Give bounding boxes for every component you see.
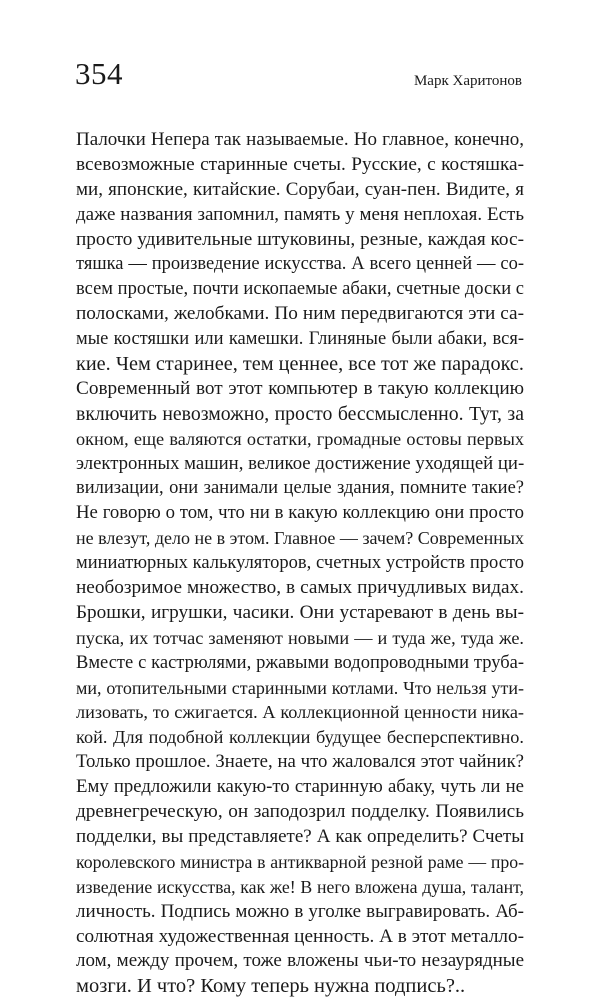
text-line: ми, отопительными старинными котлами. Что нельзя ути- <box>76 677 524 698</box>
text-line: изведение искусства, как же! В него вложена душа, талант, <box>76 876 524 897</box>
text-line: просто удивительные штуковины, резные, каждая кос- <box>76 228 524 250</box>
running-head-author: Марк Харитонов <box>413 73 522 89</box>
page-number: 354 <box>75 56 123 91</box>
text-line: окном, еще валяются остатки, громадные остовы первых <box>76 428 524 449</box>
text-line: Современный вот этот компьютер в такую коллекцию <box>76 377 524 399</box>
text-line: электронных машин, великое достижение уходящей ци- <box>76 452 524 474</box>
text-line: вилизации, они занимали целые здания, помните такие? <box>76 478 524 499</box>
text-line: включить невозможно, просто бессмысленно. Тут, за <box>76 402 524 425</box>
text-line: даже названия запомнил, память у меня неплохая. Есть <box>76 203 524 225</box>
text-line: кие. Чем старинее, тем ценнее, все тот же парадокс. <box>76 353 524 376</box>
text-line: не влезут, дело не в этом. Главное — зачем? Современных <box>76 528 524 549</box>
text-line: Брошки, игрушки, часики. Они устаревают в день вы- <box>76 601 524 623</box>
text-line: лом, между прочем, тоже вложены чьи-то незаурядные <box>76 950 524 972</box>
text-line: Ему предложили какую-то старинную абаку, чуть ли не <box>76 776 524 798</box>
text-line: королевского министра в антикварной резной раме — про- <box>76 851 524 872</box>
text-line: кой. Для подобной коллекции будущее бесперспективно. <box>76 727 524 748</box>
text-line: пуска, их тотчас заменяют новыми — и туда же, туда же. <box>76 627 524 648</box>
text-line: мозги. И что? Кому теперь нужна подпись?.. <box>76 975 466 998</box>
text-line: личность. Подпись можно в уголке выгравировать. Аб- <box>76 900 524 922</box>
text-line: подделки, вы представляете? А как определить? Счеты <box>76 825 524 847</box>
text-line: всем простые, почти ископаемые абаки, счетные доски с <box>76 279 524 300</box>
text-line: солютная художественная ценность. А в этот металло- <box>76 925 524 947</box>
text-line: древнегреческую, он заподозрил подделку. Появились <box>76 801 524 823</box>
text-line: мые костяшки или камешки. Глиняные были абаки, вся- <box>76 329 524 350</box>
text-line: Палочки Непера так называемые. Но главное, конечно, <box>76 129 524 150</box>
text-line: ми, японские, китайские. Сорубаи, суан-пен. Видите, я <box>76 178 524 200</box>
text-line: миниатюрных калькуляторов, счетных устройств просто <box>76 553 524 574</box>
text-line: лизовать, то сжигается. А коллекционной ценности ника- <box>76 702 524 723</box>
text-line: полосками, желобками. По ним передвигаются эти са- <box>76 303 524 325</box>
body-text <box>76 128 524 999</box>
text-line: Только прошлое. Знаете, на что жаловался этот чайник? <box>76 751 524 773</box>
text-line: всевозможные старинные счеты. Русские, с костяшка- <box>76 153 524 175</box>
text-line: Вместе с кастрюлями, ржавыми водопроводными труба- <box>76 652 524 673</box>
text-line: тяшка — произведение искусства. А всего ценней — со- <box>76 254 524 275</box>
text-line: Не говорю о том, что ни в какую коллекцию они просто <box>76 502 524 524</box>
text-line: необозримое множество, в самых причудливых видах. <box>76 577 524 599</box>
